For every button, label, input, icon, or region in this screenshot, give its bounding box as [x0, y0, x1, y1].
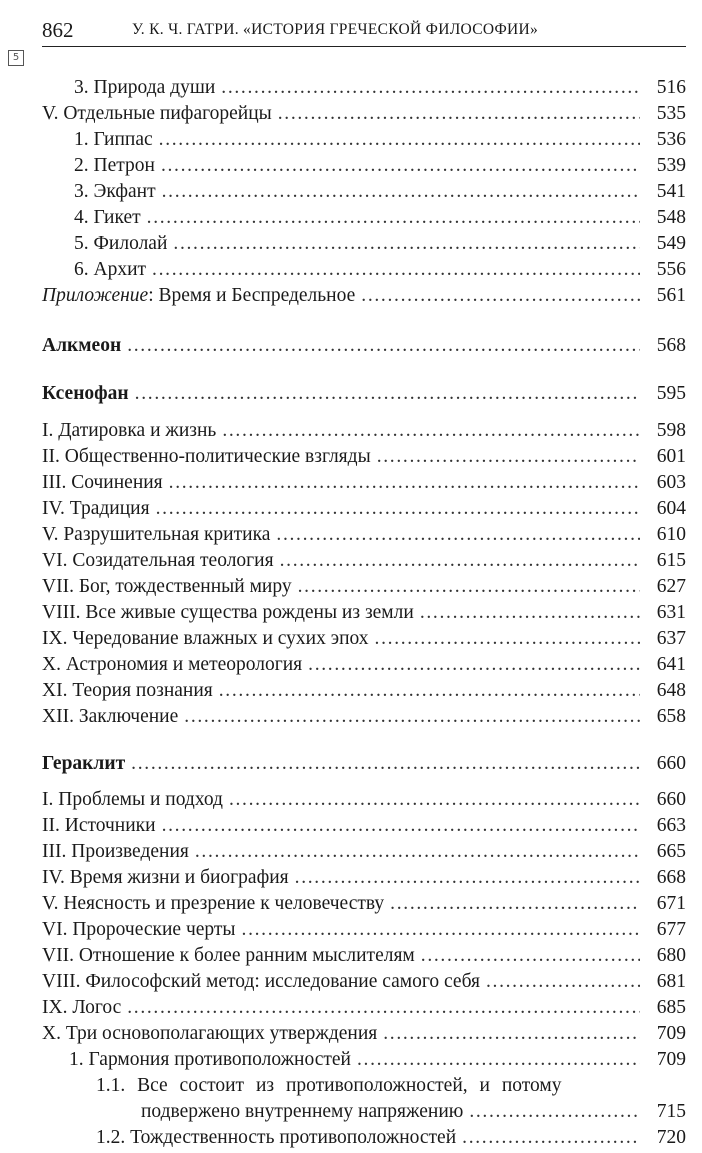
- toc-entry[interactable]: XII. Заключение . . . 658: [42, 704, 686, 730]
- toc-entry[interactable]: 1. Гиппас . . . 536: [74, 127, 686, 153]
- dot-leader: [462, 1125, 640, 1151]
- toc-entry[interactable]: VI. Созидательная теология . . . 615: [42, 548, 686, 574]
- toc-entry[interactable]: 4. Гикет . . . 548: [74, 205, 686, 231]
- dot-leader: [152, 257, 640, 283]
- toc-entry[interactable]: 3. Природа души . . . 516: [74, 75, 686, 101]
- dot-leader: [131, 751, 640, 777]
- dot-leader: [162, 179, 640, 205]
- dot-leader: [278, 101, 640, 127]
- dot-leader: [184, 704, 640, 730]
- dot-leader: [375, 626, 640, 652]
- toc-entry[interactable]: III. Сочинения . . . 603: [42, 470, 686, 496]
- dot-leader: [161, 153, 640, 179]
- corner-mark-icon: 5: [8, 50, 24, 66]
- toc-entry[interactable]: II. Источники . . . 663: [42, 813, 686, 839]
- dot-leader: [276, 522, 640, 548]
- toc-entry[interactable]: IX. Логос . . . 685: [42, 995, 686, 1021]
- dot-leader: [420, 600, 640, 626]
- toc-chapter-xenophanes[interactable]: Ксенофан . . . 595: [42, 381, 686, 407]
- running-header: [42, 16, 686, 47]
- toc-entry[interactable]: VII. Бог, тождественный миру . . . 627: [42, 574, 686, 600]
- dot-leader: [308, 652, 640, 678]
- dot-leader: [162, 813, 640, 839]
- toc-entry[interactable]: 1. Гармония противоположностей . . . 709: [69, 1047, 686, 1073]
- dot-leader: [147, 205, 640, 231]
- toc-entry-1-1-line1[interactable]: 1.1. Все состоит из противоположностей, и потому: [96, 1075, 562, 1096]
- toc-entry[interactable]: X. Три основополагающих утверждения . . . 709: [42, 1021, 686, 1047]
- dot-leader: [159, 127, 640, 153]
- toc-chapter-alcmaeon[interactable]: Алкмеон . . . 568: [42, 333, 686, 359]
- dot-leader: [173, 231, 640, 257]
- dot-leader: [127, 333, 640, 359]
- dot-leader: [229, 787, 640, 813]
- dot-leader: [361, 283, 640, 309]
- dot-leader: [280, 548, 640, 574]
- dot-leader: [169, 470, 640, 496]
- toc-entry[interactable]: IX. Чередование влажных и сухих эпох . . . 637: [42, 626, 686, 652]
- dot-leader: [222, 418, 640, 444]
- toc-entry[interactable]: XI. Теория познания . . . 648: [42, 678, 686, 704]
- toc-entry[interactable]: II. Общественно-политические взгляды . . . 601: [42, 444, 686, 470]
- dot-leader: [377, 444, 640, 470]
- dot-leader: [219, 678, 640, 704]
- toc-entry[interactable]: VIII. Философский метод: исследование самого себя . . . 681: [42, 969, 686, 995]
- appendix-label: Приложение: [42, 285, 149, 306]
- dot-leader: [127, 995, 640, 1021]
- running-title: У. К. Ч. ГАТРИ. «ИСТОРИЯ ГРЕЧЕСКОЙ ФИЛОСОФИИ»: [132, 21, 539, 38]
- dot-leader: [469, 1099, 640, 1125]
- toc-entry[interactable]: VIII. Все живые существа рождены из земли . . . 631: [42, 600, 686, 626]
- page-number: 862: [42, 18, 74, 42]
- toc-entry[interactable]: X. Астрономия и метеорология . . . 641: [42, 652, 686, 678]
- toc-entry[interactable]: 5. Филолай . . . 549: [74, 231, 686, 257]
- toc-entry[interactable]: VII. Отношение к более ранним мыслителям . . . 680: [42, 943, 686, 969]
- dot-leader: [357, 1047, 640, 1073]
- toc-chapter-heraclitus[interactable]: Гераклит . . . 660: [42, 751, 686, 777]
- dot-leader: [486, 969, 640, 995]
- toc-entry[interactable]: I. Датировка и жизнь . . . 598: [42, 418, 686, 444]
- dot-leader: [298, 574, 640, 600]
- dot-leader: [390, 891, 640, 917]
- dot-leader: [135, 381, 640, 407]
- dot-leader: [156, 496, 640, 522]
- toc-entry[interactable]: 6. Архит . . . 556: [74, 257, 686, 283]
- toc-entry-appendix[interactable]: Приложение: Время и Беспредельное . . . 561: [42, 283, 686, 309]
- toc-entry[interactable]: V. Отдельные пифагорейцы . . . 535: [42, 101, 686, 127]
- dot-leader: [383, 1021, 640, 1047]
- dot-leader: [221, 75, 640, 101]
- dot-leader: [295, 865, 640, 891]
- toc-entry[interactable]: IV. Традиция . . . 604: [42, 496, 686, 522]
- toc-entry[interactable]: 2. Петрон . . . 539: [74, 153, 686, 179]
- toc-entry[interactable]: V. Разрушительная критика . . . 610: [42, 522, 686, 548]
- toc-entry[interactable]: III. Произведения . . . 665: [42, 839, 686, 865]
- toc-entry[interactable]: 3. Экфант . . . 541: [74, 179, 686, 205]
- toc-entry[interactable]: I. Проблемы и подход . . . 660: [42, 787, 686, 813]
- toc-entry-1-1[interactable]: подвержено внутреннему напряжению . . . 715: [141, 1099, 686, 1125]
- toc-entry[interactable]: V. Неясность и презрение к человечеству . . . 671: [42, 891, 686, 917]
- dot-leader: [195, 839, 640, 865]
- dot-leader: [242, 917, 640, 943]
- dot-leader: [421, 943, 640, 969]
- toc-entry-1-2[interactable]: 1.2. Тождественность противоположностей . . . 720: [96, 1125, 686, 1151]
- toc-entry[interactable]: IV. Время жизни и биография . . . 668: [42, 865, 686, 891]
- toc-entry[interactable]: VI. Пророческие черты . . . 677: [42, 917, 686, 943]
